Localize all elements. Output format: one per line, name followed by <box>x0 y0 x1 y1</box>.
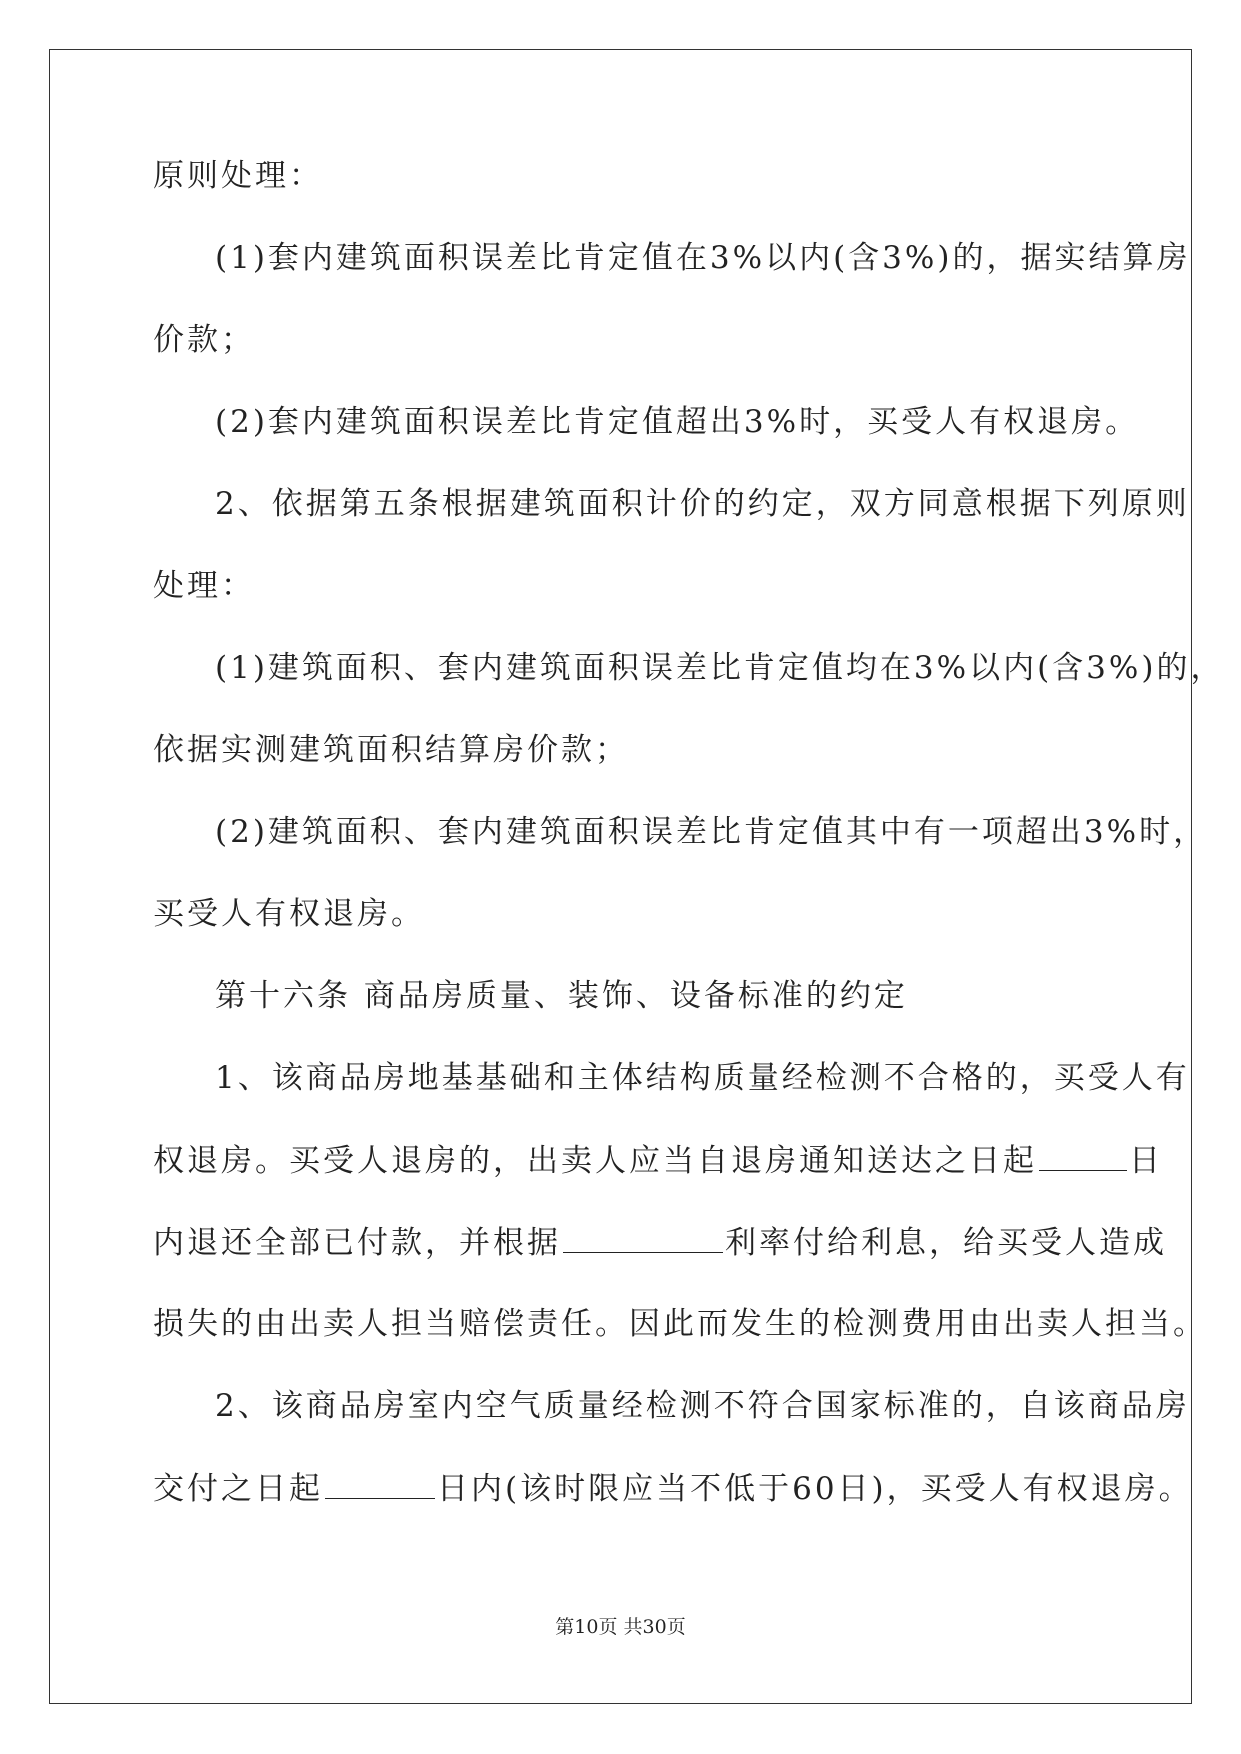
fill-in-blank <box>325 1468 435 1499</box>
text-line: 依据实测建筑面积结算房价款； <box>153 732 629 768</box>
text-line: 买受人有权退房。 <box>153 896 425 932</box>
text-line: 2、该商品房室内空气质量经检测不符合国家标准的，自该商品房 <box>215 1388 1190 1424</box>
fill-in-blank <box>563 1222 723 1253</box>
text-line: (2)套内建筑面积误差比肯定值超出3%时，买受人有权退房。 <box>215 404 1140 440</box>
text-line <box>153 1140 1163 1181</box>
text-segment: 权退房。买受人退房的，出卖人应当自退房通知送达之日起 <box>153 1143 1037 1179</box>
text-line: 原则处理： <box>153 158 323 194</box>
text-line <box>153 1222 1167 1263</box>
text-line: (1)建筑面积、套内建筑面积误差比肯定值均在3%以内(含3%)的， <box>215 650 1225 686</box>
text-line: 价款； <box>153 322 255 358</box>
article-heading: 第十六条 商品房质量、装饰、设备标准的约定 <box>215 978 908 1014</box>
fill-in-blank <box>1039 1140 1127 1171</box>
text-line: 损失的由出卖人担当赔偿责任。因此而发生的检测费用由出卖人担当。 <box>153 1306 1207 1342</box>
text-segment: 交付之日起 <box>153 1471 323 1507</box>
text-line: 1、该商品房地基基础和主体结构质量经检测不合格的，买受人有 <box>215 1060 1190 1096</box>
text-line <box>153 1468 1193 1509</box>
text-line: 2、依据第五条根据建筑面积计价的约定，双方同意根据下列原则 <box>215 486 1190 522</box>
document-body <box>153 156 1225 1509</box>
text-line: 处理： <box>153 568 255 604</box>
text-segment: 日内(该时限应当不低于60日)，买受人有权退房。 <box>437 1471 1193 1507</box>
text-line: (1)套内建筑面积误差比肯定值在3%以内(含3%)的，据实结算房 <box>215 240 1191 276</box>
text-segment: 内退还全部已付款，并根据 <box>153 1225 561 1261</box>
page-number-footer: 第10页 共30页 <box>555 1616 686 1638</box>
text-line: (2)建筑面积、套内建筑面积误差比肯定值其中有一项超出3%时， <box>215 814 1208 850</box>
text-segment: 利率付给利息，给买受人造成 <box>725 1225 1167 1261</box>
text-segment: 日 <box>1129 1143 1163 1179</box>
